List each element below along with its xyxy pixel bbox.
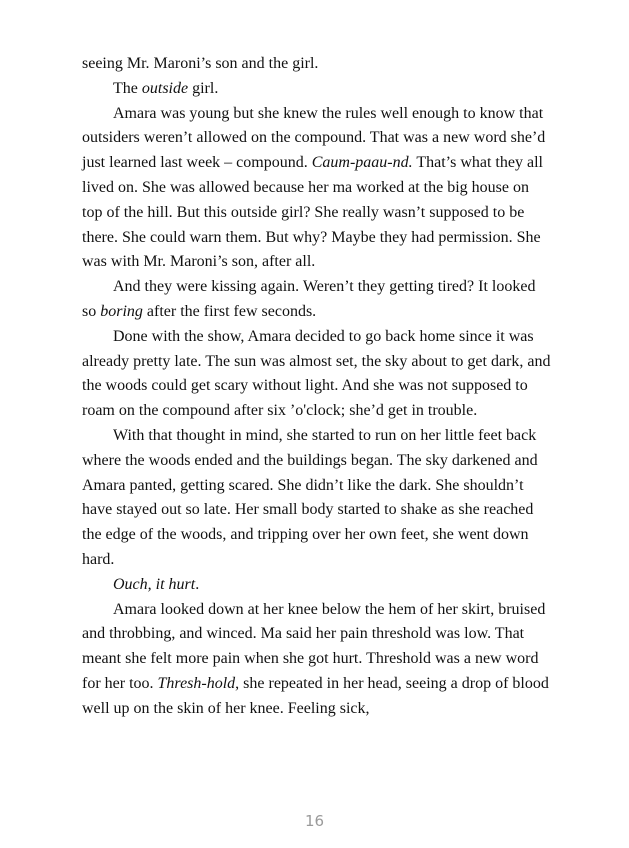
text-run: That’s what they all lived on. She was allowed because her ma worked at the big house on top of the hill. But this outside girl? She really wasn’t supposed to be there. She could warn them. But why? Maybe they had permission. She was with Mr. Maroni’s son, after all.	[82, 154, 543, 271]
text-run: , she repeated in her head, seeing a drop of blood well up on the skin of her knee. Feeling sick,	[82, 674, 549, 717]
italic-text: Ouch, it hurt	[113, 575, 196, 593]
italic-text: Thresh-hold	[157, 674, 236, 692]
text-run: And they were kissing again. Weren’t they getting tired? It looked so	[82, 278, 536, 320]
paragraph	[82, 573, 552, 598]
text-run: after the first few seconds.	[142, 302, 317, 320]
italic-text: outside	[141, 79, 189, 97]
page-number: 16	[304, 812, 325, 830]
paragraph	[82, 598, 552, 722]
paragraph	[82, 77, 552, 102]
paragraph	[82, 424, 552, 573]
text-run: Amara was young but she knew the rules well enough to know that outsiders weren’t allowed on the compound. That was a new word she’d just learned last week – compound.	[82, 104, 546, 172]
text-run: girl.	[188, 79, 219, 97]
book-page-text	[82, 52, 552, 722]
paragraph	[82, 102, 552, 276]
text-run: With that thought in mind, she started to run on her little feet back where the woods ended and the buildings began. The sky darkened and Amara panted, getting scared. She didn’t like the dark. She shouldn’t have stayed out so late. Her small body started to shake as she reached the edge of the woods, and tripping over her own feet, she went down hard.	[82, 426, 538, 568]
text-run: The	[113, 79, 142, 97]
paragraph	[82, 52, 552, 77]
italic-text: boring	[100, 302, 143, 320]
text-run: seeing Mr. Maroni’s son and the girl.	[82, 55, 319, 72]
text-run: Done with the show, Amara decided to go back home since it was already pretty late. The sun was almost set, the sky about to get dark, and the woods could get scary without light. And she was not supposed to roam on the compound after six ’o'clock; she’d get in trouble.	[82, 327, 551, 420]
paragraph	[82, 275, 552, 325]
italic-text: Caum-paau-nd.	[311, 154, 413, 172]
text-run: Amara looked down at her knee below the hem of her skirt, bruised and throbbing, and winced. Ma said her pain threshold was low. That meant she felt more pain when she got hurt. Threshold was a new word for her too.	[82, 600, 546, 692]
text-run: .	[195, 575, 200, 593]
paragraph	[82, 325, 552, 424]
